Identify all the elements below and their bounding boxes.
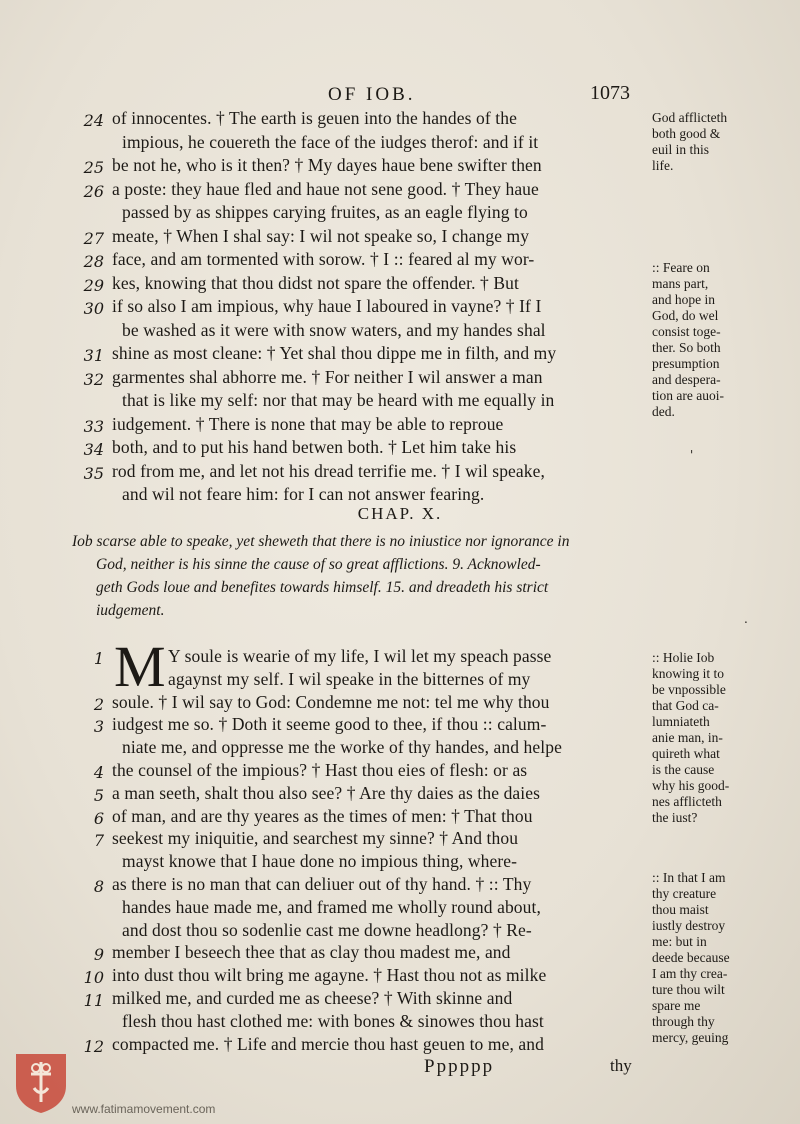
verse-number: 12 [83, 1036, 104, 1056]
margin-note-line: ture thou wilt [652, 982, 725, 997]
text-line [0, 226, 660, 250]
line-text: of innocentes. † The earth is geuen into the handes of the [112, 108, 517, 128]
verse-number: 11 [83, 991, 104, 1010]
margin-note-line: mans part, [652, 276, 709, 291]
line-text: be not he, who is it then? † My dayes haue bene swifter then [112, 155, 542, 175]
line-text: soule. † I wil say to God: Condemne me not: tel me why thou [112, 691, 550, 712]
verse-number: 24 [83, 111, 104, 130]
text-line [0, 1034, 660, 1058]
margin-note-line: consist toge- [652, 324, 721, 339]
line-text: kes, knowing that thou didst not spare the offender. † But [112, 272, 519, 293]
margin-note-line: mercy, geuing [652, 1030, 729, 1045]
verse-number: 30 [83, 299, 104, 318]
line-text: Y soule is wearie of my life, I wil let my speach passe [168, 646, 552, 666]
line-text: if so also I am impious, why haue I laboured in vayne? † If I [112, 296, 542, 316]
line-text: meate, † When I shal say: I wil not speake so, I change my [112, 225, 530, 246]
text-line [0, 179, 660, 203]
text-line [0, 155, 660, 179]
text-line [0, 669, 660, 693]
line-text: garmentes shal abhorre me. † For neither I wil answer a man [112, 366, 543, 387]
text-line [0, 874, 660, 898]
line-text: rod from me, and let not his dread terrifie me. † I wil speake, [112, 460, 545, 481]
margin-note-line: that God ca- [652, 698, 719, 713]
margin-note-line: God, do wel [652, 308, 719, 323]
margin-note-afflicteth [652, 110, 762, 174]
margin-note-line: through thy [652, 1014, 715, 1029]
text-line [0, 367, 660, 391]
line-text: and wil not feare him: for I can not answer fearing. [122, 484, 485, 504]
line-text: and dost thou so sodenlie cast me downe headlong? † Re- [122, 919, 532, 940]
margin-mark: . [744, 612, 748, 626]
margin-note-line: lumniateth [652, 714, 710, 729]
margin-note-line: thou maist [652, 902, 709, 917]
margin-note-line: me: but in [652, 934, 707, 949]
margin-note-feare-hope [652, 260, 762, 420]
text-line [0, 343, 660, 367]
summary-line: geth Gods loue and benefites towards himself. 15. and dreadeth his strict [96, 579, 549, 596]
line-text: iudgement. † There is none that may be able to reproue [112, 413, 504, 434]
summary-line: God, neither is his sinne the cause of so great afflictions. 9. Acknowled- [96, 556, 541, 573]
line-text: a poste: they haue fled and haue not sene good. † They haue [112, 178, 539, 199]
verse-number: 34 [83, 440, 104, 459]
margin-note-line: spare me [652, 998, 701, 1013]
text-line [0, 646, 660, 670]
summary-line: iudgement. [96, 602, 165, 619]
margin-note-line: anie man, in- [652, 730, 723, 745]
margin-note-holie-iob [652, 650, 762, 826]
line-text: the counsel of the impious? † Hast thou eies of flesh: or as [112, 760, 528, 780]
text-line [0, 249, 660, 273]
line-text: shine as most cleane: † Yet shal thou dippe me in filth, and my [112, 343, 557, 363]
text-line [0, 296, 660, 320]
margin-note-line: is the cause [652, 762, 715, 777]
text-line [0, 760, 660, 784]
margin-note-creature [652, 870, 762, 1046]
verse-number: 28 [83, 252, 104, 271]
margin-note-line: presumption [652, 356, 720, 371]
text-line [0, 1011, 660, 1035]
summary-line: Iob scarse able to speake, yet sheweth that there is no iniustice nor ignorance in [72, 533, 570, 550]
verse-number: 35 [83, 463, 104, 483]
line-text: iudgest me so. † Doth it seeme good to thee, if thou :: calum- [112, 714, 547, 735]
text-line [0, 828, 660, 852]
margin-note-line: euil in this [652, 142, 709, 157]
text-line [0, 320, 660, 344]
line-text: flesh thou hast clothed me: with bones & sinowes thou hast [122, 1010, 544, 1031]
verse-number: 32 [83, 369, 104, 389]
line-text: compacted me. † Life and mercie thou hast geuen to me, and [112, 1033, 544, 1054]
chapter-heading: CHAP. X. [357, 504, 443, 523]
line-text: of man, and are thy yeares as the times of men: † That thou [112, 805, 533, 826]
text-line [0, 942, 660, 966]
text-line [0, 965, 660, 989]
line-text: be washed as it were with snow waters, and my handes shal [122, 319, 546, 340]
text-line [0, 783, 660, 807]
margin-note-line: :: Feare on [652, 260, 710, 275]
verse-number: 3 [93, 717, 104, 737]
margin-note-line: both good & [652, 126, 721, 141]
text-line [0, 437, 660, 461]
margin-note-line: be vnpossible [652, 682, 726, 697]
line-text: both, and to put his hand betwen both. † Let him take his [112, 437, 517, 457]
signature-mark: Pppppp [424, 1056, 495, 1077]
margin-note-line: tion are auoi- [652, 388, 724, 403]
margin-mark: ' [690, 448, 694, 462]
catchword: thy [610, 1056, 632, 1075]
text-line [0, 414, 660, 438]
margin-note-line: and desperа- [652, 372, 721, 387]
line-text: a man seeth, shalt thou also see? † Are thy daies as the daies [112, 782, 541, 803]
line-text: agaynst my self. I wil speake in the bitternes of my [168, 668, 531, 689]
verse-number: 4 [93, 763, 104, 782]
margin-note-line: :: Holie Iob [652, 650, 715, 665]
line-text: into dust thou wilt bring me agayne. † Hast thou not as milke [112, 965, 547, 986]
line-text: niate me, and oppresse me the worke of thy handes, and helpe [122, 737, 562, 758]
margin-note-line: :: In that I am [652, 870, 726, 885]
margin-note-line: knowing it to [652, 666, 725, 681]
margin-note-line: ther. So both [652, 340, 721, 355]
text-line [0, 737, 660, 761]
margin-note-line: deede because [652, 950, 730, 965]
verse-number: 6 [93, 808, 104, 828]
margin-note-line: God afflicteth [652, 110, 728, 125]
verse-number: 10 [83, 968, 104, 988]
verse-number: 26 [83, 181, 104, 201]
line-text: impious, he couereth the face of the iudges therof: and if it [122, 131, 539, 152]
margin-note-line: life. [652, 158, 674, 173]
margin-note-line: nes afflicteth [652, 794, 722, 809]
margin-note-line: why his good- [652, 778, 730, 793]
text-line [0, 461, 660, 485]
margin-note-line: I am thy crea- [652, 966, 728, 981]
verse-number: 29 [83, 275, 104, 295]
margin-note-line: quireth what [652, 746, 720, 761]
text-line [0, 692, 660, 716]
verse-number: 8 [93, 877, 104, 896]
text-line [0, 806, 660, 830]
line-text: mayst knowe that I haue done no impious thing, where- [122, 851, 518, 872]
verse-number: 9 [93, 945, 104, 965]
margin-note-line: and hope in [652, 292, 715, 307]
text-line [0, 920, 660, 944]
running-header [0, 84, 800, 110]
drop-capital: M [114, 634, 166, 699]
margin-note-line: ded. [652, 404, 675, 419]
line-text: milked me, and curded me as cheese? † With skinne and [112, 988, 513, 1008]
margin-note-line: thy creature [652, 886, 717, 901]
line-text: handes haue made me, and framed me wholly round about, [122, 896, 541, 917]
text-line [0, 851, 660, 875]
line-text: member I beseech thee that as clay thou madest me, and [112, 942, 511, 963]
verse-number: 31 [83, 346, 104, 365]
website-url[interactable]: www.fatimamovement.com [72, 1102, 216, 1116]
text-line [0, 132, 660, 156]
running-title: OF IOB. [328, 84, 416, 105]
text-line [0, 714, 660, 738]
line-text: seekest my iniquitie, and searchest my sinne? † And thou [112, 828, 519, 849]
verse-number: 25 [83, 158, 104, 177]
line-text: as there is no man that can deliuer out of thy hand. † :: Thy [112, 874, 532, 894]
verse-number: 33 [83, 416, 104, 436]
verse-number: 5 [93, 785, 104, 805]
margin-note-line: iustly destroy [652, 918, 726, 933]
verse-number: 1 [93, 649, 104, 668]
text-line [0, 202, 660, 226]
fatima-movement-logo-icon [14, 1052, 68, 1114]
line-text: that is like my self: nor that may be heard with me equally in [122, 390, 555, 410]
verse-number: 27 [83, 228, 104, 248]
chapter-summary [72, 530, 662, 622]
text-line [0, 988, 660, 1012]
text-line [0, 897, 660, 921]
page-number: 1073 [590, 82, 630, 104]
text-line [0, 273, 660, 297]
line-text: passed by as shippes carying fruites, as an eagle flying to [122, 202, 528, 222]
verse-number: 2 [93, 694, 104, 714]
margin-note-line: the iust? [652, 810, 698, 825]
line-text: face, and am tormented with sorow. † I :: feared al my wor- [112, 249, 535, 269]
text-line [0, 390, 660, 414]
text-line [0, 108, 660, 132]
verse-number: 7 [93, 831, 104, 851]
